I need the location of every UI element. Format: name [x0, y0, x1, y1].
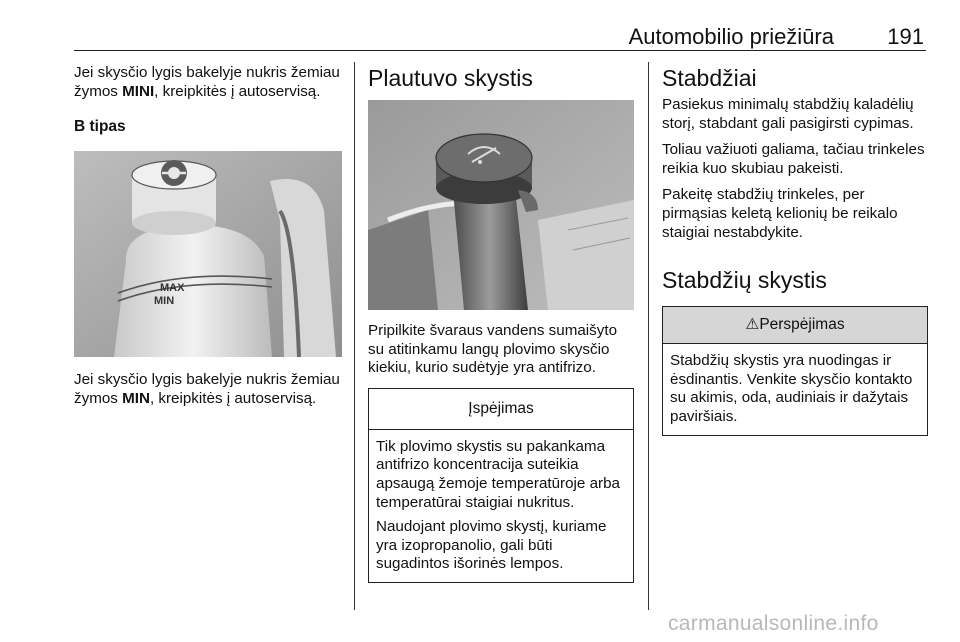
- section-heading: B tipas: [74, 118, 126, 136]
- bold-mark: MINI: [122, 82, 155, 100]
- paragraph: Jei skysčio lygis bakelyje nukris žemiau žymos MIN, kreipkitės į autoservisą.: [74, 371, 340, 407]
- section-heading: Stabdžių skystis: [662, 267, 827, 294]
- warning-text: Stabdžių skystis yra nuodingas ir ėsdinantis. Venkite skysčio kontakto su akimis, oda, audiniais ir dažytais paviršiais.: [670, 352, 913, 425]
- column-divider: [354, 62, 355, 610]
- column-left: [74, 64, 342, 408]
- warning-title-bar: [663, 307, 927, 344]
- warning-icon: ⚠: [745, 316, 760, 334]
- warning-body: [369, 430, 633, 582]
- column-middle: [368, 64, 634, 583]
- warning-title: Įspėjimas: [369, 389, 633, 430]
- page-number: 191: [887, 24, 924, 49]
- warning-body: [663, 344, 927, 434]
- reservoir-figure: [74, 151, 342, 357]
- max-label: MAX: [160, 282, 185, 295]
- section-heading: Plautuvo skystis: [368, 65, 533, 91]
- warning-text: Tik plovimo skystis su pakankama antifrizo koncentracija suteikia apsaugą žemoje temperatūroje arba temperatūrai staigiai nukritus.: [376, 437, 620, 511]
- paragraph: Toliau važiuoti galiama, tačiau trinkeles reikia kuo skubiau pakeisti.: [662, 141, 925, 177]
- bold-mark: MIN: [122, 389, 150, 407]
- warning-text: Naudojant plovimo skystį, kuriame yra izopropanolio, gali būti sugadintos išorinės lempos.: [376, 518, 607, 573]
- warning-title: Perspėjimas: [759, 316, 845, 334]
- min-label: MIN: [154, 295, 175, 308]
- column-right: [662, 64, 928, 436]
- column-divider: [648, 62, 649, 610]
- paragraph: Pakeitę stabdžių trinkeles, per pirmąsias keletą kelionių be reikalo staigiai nestabdykite.: [662, 186, 898, 241]
- watermark: carmanualsonline.info: [668, 612, 879, 635]
- paragraph: Jei skysčio lygis bakelyje nukris žemiau žymos MINI, kreipkitės į autoservisą.: [74, 64, 340, 100]
- paragraph: Pasiekus minimalų stabdžių kaladėlių storį, stabdant gali pasigirsti cypimas.: [662, 96, 914, 132]
- warning-box: [368, 388, 634, 583]
- section-heading: Stabdžiai: [662, 65, 757, 91]
- paragraph: Pripilkite švaraus vandens sumaišyto su atitinkamu langų plovimo skysčio kiekiu, kurio sudėtyje yra antifrizo.: [368, 322, 618, 377]
- washer-cap-figure: [368, 100, 634, 310]
- page-title: Automobilio priežiūra: [628, 24, 834, 49]
- warning-box: [662, 306, 928, 435]
- page-header: [74, 26, 926, 51]
